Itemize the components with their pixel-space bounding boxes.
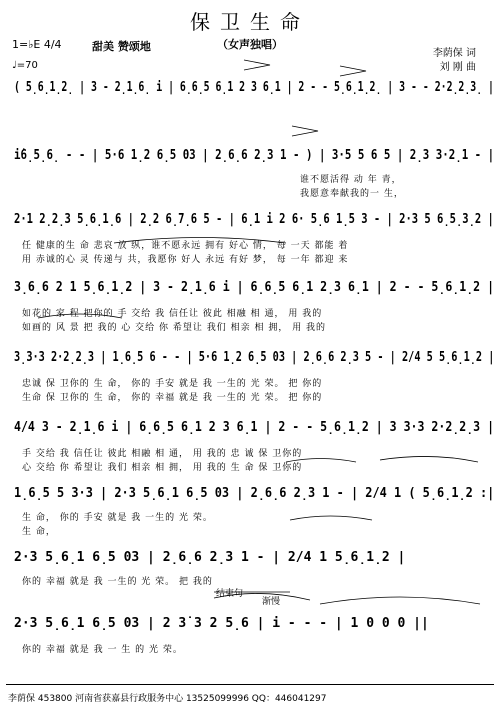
lyric-line: 任 健康的生 命 悲哀 放 纵，谁不愿永远 拥有 好心 情， 每 一天 都能 着 (22, 241, 349, 251)
music-line: ( 5̣6̣1̣2̣ | 3 - 2̣1̣6̣ i | 6̣6̣5 6̣1 2 3 6̣1 | 2 - - 5̣6̣1̣2̣ | 3 - - 2·2̣2̣3̣ | (14, 80, 494, 95)
lyric-line: 生命 保 卫你的 生 命， 你的 幸福 就是 我 一生的 光 荣。 把 你的 (22, 393, 323, 403)
music-line: 4/4 3 - 2̣1̣6 i | 6̣6̣5 6̣1 2 3 6̣1 | 2 - - 5̣6̣1̣2 | 3 3·3 2·2̣2̣3 | (14, 420, 495, 435)
tie-mark (320, 597, 480, 604)
lyric-line: 如花的 家 程 把你的 手 交给 我 信任让 彼此 相融 相 通， 用 我的 (22, 309, 323, 319)
footer-contact: 李荫保 453800 河南省获嘉县行政服务中心 13525099996 QQ：446041297 (8, 694, 327, 704)
lyric-line: 谁不愿活得 动 年 青， (300, 175, 402, 185)
crescendo-mark (244, 60, 270, 70)
lyricist-credit: 李荫保 词 (432, 48, 476, 59)
footer-divider (6, 684, 494, 685)
music-line: i̇6̣5̣6̣ - - | 5·6 1̣2 6̣5 03 | 2̣6̣6 2̣3 1 - ) | 3·5 5 6 5 | 2̣3 3·2̣1 - | (14, 148, 495, 163)
music-line: 2·3 5̣6̣1 6̣5 03 | 2̣6̣6 2̣3 1 - | 2/4 1 5̣6̣1̣2 | (14, 550, 406, 565)
decrescendo-mark (340, 66, 366, 76)
lyric-line: 心 交给 你 希望让 我们 相亲 相 拥， 用 我的 生 命 保 卫你的 (22, 463, 303, 473)
music-line: 1̣6̣5 5 3·3 | 2·3 5̣6̣1 6̣5 03 | 2̣6̣6 2̣3 1 - | 2/4 1 ( 5̣6̣1̣2 :| (14, 486, 495, 501)
gradual-mark: 渐慢 (262, 597, 281, 607)
slur-mark (290, 516, 372, 520)
tempo-mark: ♩=70 (12, 60, 38, 71)
lyric-line: 忠诚 保 卫你的 生 命， 你的 手安 就是 我 一生的 光 荣。 把 你的 (22, 379, 323, 389)
lyric-line: 用 赤诚的心 灵 传递与 共，我愿你 好人 永远 有好 梦， 每 一年 都迎 来 (22, 255, 349, 265)
lyric-line: 手 交给 我 信任让 彼此 相融 相 通， 用 我的 忠 诚 保 卫你的 (22, 449, 303, 459)
slur-mark (380, 456, 478, 462)
lyric-line: 如画的 风 景 把 我的 心 交给 你 希望让 我们 相亲 相 拥， 用 我的 (22, 323, 327, 333)
composer-credit: 刘 刚 曲 (439, 62, 476, 73)
music-line: 3̣3·3 2·2̣2̣3 | 1̣6̣5 6 - - | 5·6 1̣2 6̣5 03 | 2̣6̣6 2̣3 5 - | 2/4 5 5̣6̣1̣2 | (14, 350, 495, 365)
lyric-line: 你的 幸福 就是 我 一生的 光 荣。 把 我的 (22, 577, 213, 587)
key-signature: 1=♭E 4/4 (12, 38, 62, 51)
crescendo-mark (292, 126, 318, 136)
song-subtitle: （女声独唱） (217, 38, 283, 51)
music-line: 3̣6̣6 2 1 5̣6̣1̣2 | 3 - 2̣1̣6 i | 6̣6̣5 6̣1 2̣3 6̣1 | 2 - - 5̣6̣1̣2 | (14, 280, 495, 295)
music-line: 2·1 2̣2̣3 5̣6̣1̣6 | 2̣2 6̣7̣6 5 - | 6̣1 i 2 6· 5̣6 1̣5 3 - | 2·3 5 6̣5̣3̣2 | (14, 212, 494, 227)
singing-style: 甜美 赞颂地 (92, 40, 151, 53)
lyric-line: 我愿意奉献我的一 生， (300, 189, 404, 199)
lyric-line: 生 命， 你的 手安 就是 我 一生的 光 荣。 (22, 513, 213, 523)
music-line: 2·3 5̣6̣1 6̣5 03 | 2 3̇ 3 2 5̣6 | i - - - | 1 0 0 0 || (14, 616, 429, 631)
song-title: 保卫生命 (190, 10, 310, 34)
lyric-line: 生 命， (22, 527, 56, 537)
ending-mark: 结束句 (216, 589, 244, 599)
lyric-line: 你的 幸福 就是 我 一 生 的 光 荣。 (22, 645, 183, 655)
